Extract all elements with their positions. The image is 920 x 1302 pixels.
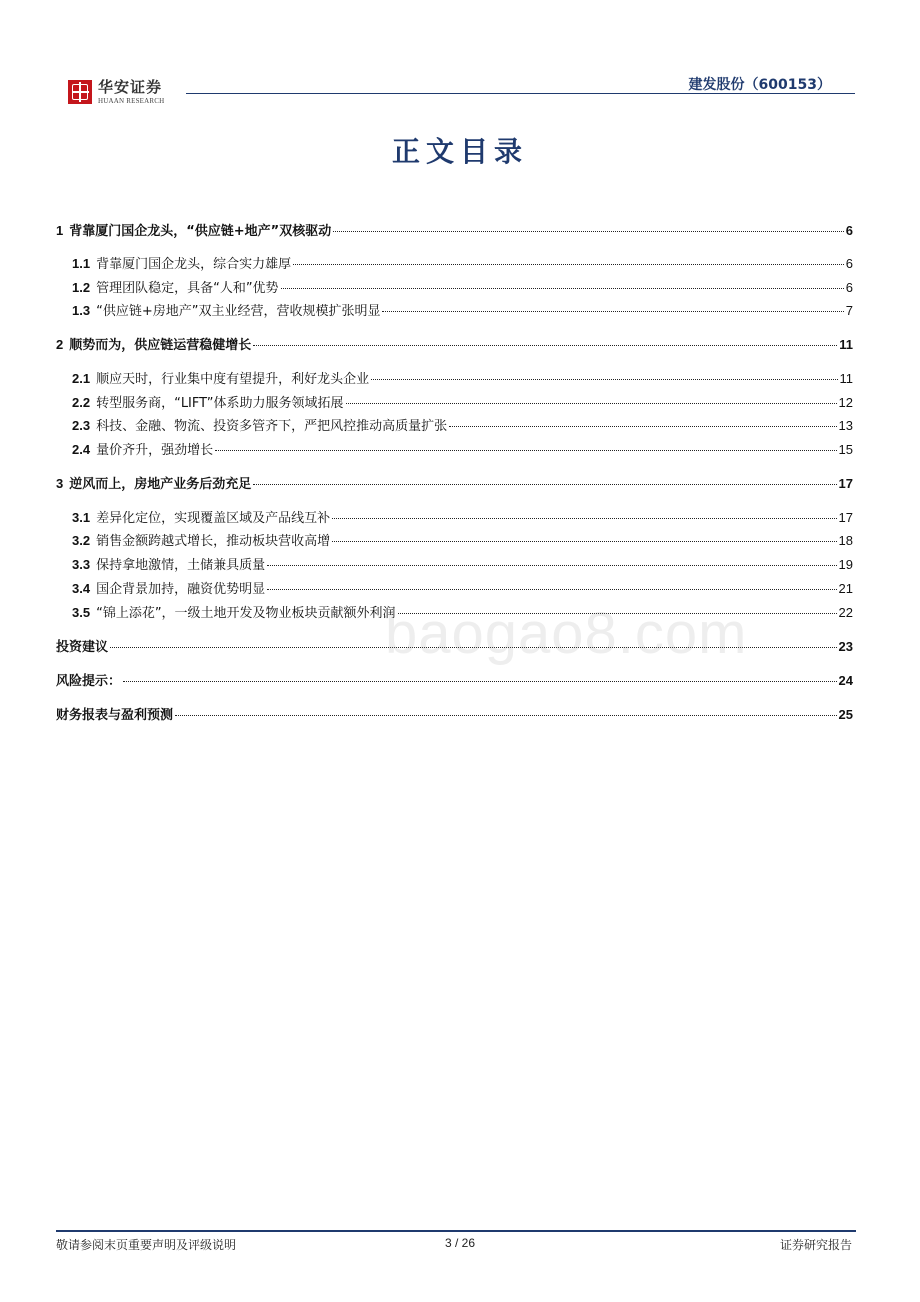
footer-report-type: 证券研究报告 (779, 1238, 852, 1252)
toc-entry-title: 逆风而上，房地产业务后劲充足 (69, 477, 252, 492)
toc-dot-leader (281, 288, 844, 289)
toc-entry-number: 3.5 (72, 605, 91, 620)
toc-entry-page: 13 (838, 418, 853, 433)
toc-entry-title: 科技、金融、物流、投资多管齐下，严把风控推动高质量扩张 (96, 419, 448, 434)
toc-dot-leader (267, 565, 836, 566)
toc-entry-number: 1.2 (72, 280, 91, 295)
toc-dot-leader (346, 403, 837, 404)
toc-entry-page: 6 (845, 256, 853, 271)
toc-entry-page: 23 (838, 639, 853, 654)
toc-entry[interactable] (72, 392, 853, 412)
toc-dot-leader (253, 345, 837, 346)
toc-dot-leader (382, 311, 843, 312)
toc-entry-page: 18 (838, 533, 853, 548)
toc-entry-number: 3.1 (72, 510, 91, 525)
toc-entry-number: 3.3 (72, 557, 91, 572)
footer-disclaimer: 敬请参阅末页重要声明及评级说明 (56, 1238, 237, 1252)
logo-chinese-name: 华安证券 (98, 78, 163, 96)
company-stock-label: 建发股份（600153） (688, 77, 831, 93)
huaan-seal-icon (68, 80, 92, 104)
toc-dot-leader (253, 484, 836, 485)
toc-dot-leader (175, 715, 837, 716)
toc-entry-title: 销售金额跨越式增长，推动板块营收高增 (96, 534, 331, 549)
toc-entry-title: 国企背景加持，融资优势明显 (96, 582, 266, 597)
company-logo (68, 78, 164, 106)
toc-dot-leader (333, 231, 844, 232)
footer-divider (56, 1230, 856, 1232)
toc-entry-page: 17 (838, 510, 853, 525)
toc-entry[interactable] (72, 415, 853, 435)
toc-dot-leader (267, 589, 836, 590)
toc-entry[interactable] (72, 507, 853, 527)
toc-entry-title: “供应链+房地产”双主业经营，营收规模扩张明显 (96, 304, 381, 319)
toc-entry-title: 背靠厦门国企龙头，“供应链+地产”双核驱动 (69, 224, 332, 239)
toc-dot-leader (293, 264, 844, 265)
toc-entry-title: 保持拿地激情，土储兼具质量 (96, 558, 266, 573)
toc-entry[interactable] (56, 704, 853, 724)
toc-dot-leader (332, 518, 836, 519)
page-title: 正文目录 (391, 135, 528, 168)
toc-entry-number: 3.2 (72, 533, 91, 548)
toc-entry[interactable] (72, 530, 853, 550)
logo-english-name: HUAAN RESEARCH (98, 97, 165, 105)
toc-entry-page: 21 (838, 581, 853, 596)
watermark: baogao8.com (385, 601, 748, 666)
toc-entry-title: 管理团队稳定，具备“人和”优势 (96, 281, 279, 296)
toc-entry-title: 顺应天时，行业集中度有望提升，利好龙头企业 (96, 372, 370, 387)
toc-entry-page: 22 (838, 605, 853, 620)
toc-entry-page: 15 (838, 442, 853, 457)
toc-entry-page: 11 (839, 371, 853, 386)
toc-entry-title: 风险提示： (56, 674, 122, 689)
toc-entry[interactable] (72, 439, 853, 459)
toc-entry-title: “锦上添花”，一级土地开发及物业板块贡献额外利润 (96, 606, 396, 621)
toc-entry-title: 转型服务商，“LIFT”体系助力服务领域拓展 (96, 396, 344, 411)
toc-entry[interactable] (72, 368, 853, 388)
toc-dot-leader (371, 379, 837, 380)
toc-entry[interactable] (56, 473, 853, 493)
toc-entry-title: 顺势而为，供应链运营稳健增长 (69, 338, 252, 353)
toc-entry[interactable] (72, 578, 853, 598)
toc-entry-page: 17 (838, 476, 853, 491)
toc-entry[interactable] (56, 670, 853, 690)
toc-entry-title: 背靠厦门国企龙头，综合实力雄厚 (96, 257, 292, 272)
page-number: 3 / 26 (444, 1236, 476, 1250)
toc-entry[interactable] (72, 554, 853, 574)
toc-dot-leader (123, 681, 837, 682)
toc-entry-number: 2.3 (72, 418, 91, 433)
toc-entry[interactable] (56, 334, 853, 354)
toc-entry[interactable] (72, 277, 853, 297)
toc-entry-title: 财务报表与盈利预测 (56, 708, 174, 723)
toc-entry-page: 25 (838, 707, 853, 722)
toc-dot-leader (449, 426, 836, 427)
toc-entry-page: 6 (845, 223, 853, 238)
toc-entry-number: 2.4 (72, 442, 91, 457)
toc-entry[interactable] (72, 253, 853, 273)
toc-entry-number: 2.2 (72, 395, 91, 410)
toc-entry[interactable] (72, 300, 853, 320)
toc-entry-page: 7 (845, 303, 853, 318)
toc-entry-number: 2 (56, 337, 64, 352)
toc-dot-leader (215, 450, 836, 451)
toc-entry-number: 1.3 (72, 303, 91, 318)
toc-entry[interactable] (56, 220, 853, 240)
toc-entry-page: 12 (838, 395, 853, 410)
toc-entry-number: 3.4 (72, 581, 91, 596)
toc-entry-page: 19 (838, 557, 853, 572)
toc-entry-title: 投资建议 (56, 640, 109, 655)
toc-entry-number: 1.1 (72, 256, 91, 271)
toc-entry-page: 6 (845, 280, 853, 295)
header-divider (186, 93, 855, 94)
toc-entry-title: 量价齐升，强劲增长 (96, 443, 214, 458)
toc-dot-leader (332, 541, 836, 542)
toc-entry-number: 3 (56, 476, 64, 491)
toc-entry-number: 2.1 (72, 371, 91, 386)
toc-entry-page: 11 (839, 337, 853, 352)
toc-entry-number: 1 (56, 223, 64, 238)
toc-entry-title: 差异化定位，实现覆盖区域及产品线互补 (96, 511, 331, 526)
toc-entry-page: 24 (838, 673, 853, 688)
